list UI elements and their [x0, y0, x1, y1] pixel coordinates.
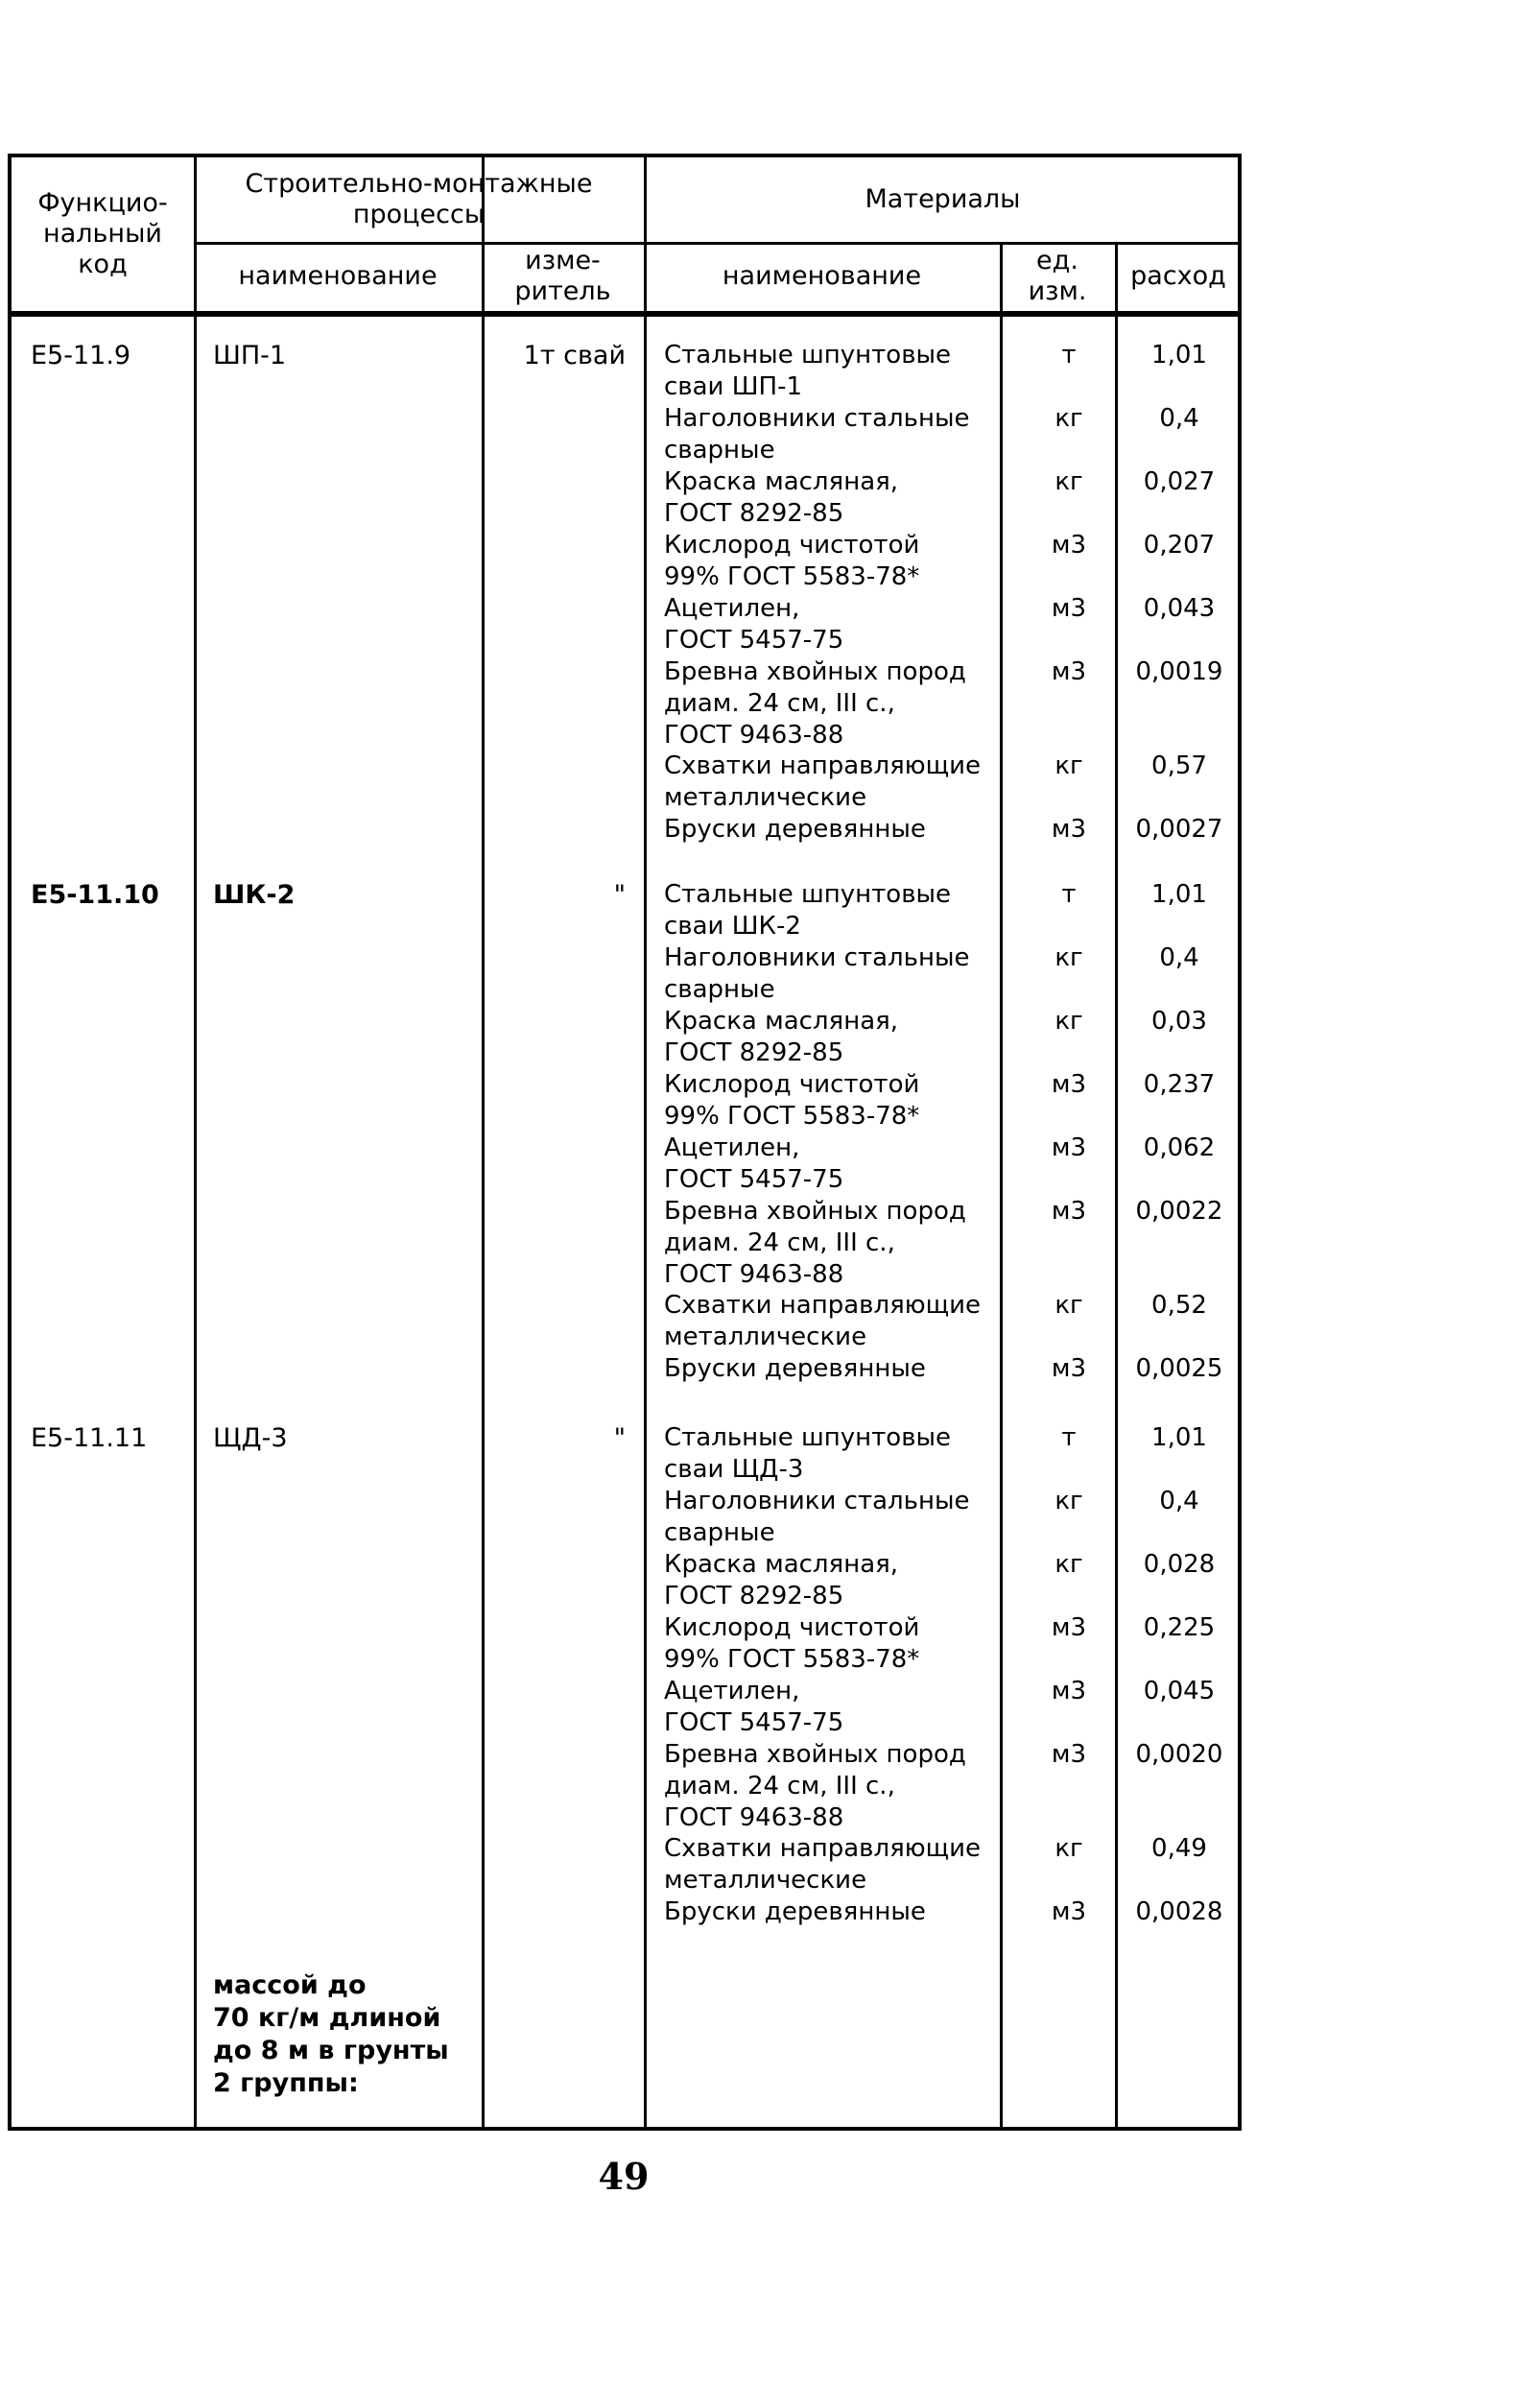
- col-divider-code: [194, 157, 197, 2127]
- header-bottom-line-double: [12, 314, 1238, 317]
- material-name: Бруски деревянные: [664, 1354, 926, 1383]
- material-name: Схватки направляющие металлические: [664, 1291, 982, 1351]
- material-consumption: 0,237: [1143, 1070, 1216, 1099]
- material-unit: кг: [1054, 943, 1083, 972]
- material-unit: кг: [1054, 404, 1083, 433]
- material-consumption: 0,045: [1143, 1677, 1216, 1705]
- row-code: Е5-11.9: [31, 341, 131, 370]
- header-process-measure: изме- ритель: [514, 246, 611, 306]
- row-process-measure: ": [613, 880, 626, 910]
- material-name: Наголовники стальные сварные: [664, 1487, 970, 1547]
- material-consumption: 0,0028: [1135, 1897, 1223, 1926]
- material-consumption: 0,028: [1143, 1550, 1216, 1579]
- material-name: Кислород чистотой 99% ГОСТ 5583-78*: [664, 1613, 920, 1674]
- header-code: Функцио- нальный код: [37, 188, 168, 279]
- material-unit: м3: [1051, 1354, 1087, 1383]
- material-consumption: 0,0020: [1135, 1740, 1223, 1769]
- material-unit: т: [1061, 341, 1077, 370]
- material-unit: м3: [1051, 594, 1087, 623]
- material-consumption: 0,0025: [1135, 1354, 1223, 1383]
- material-consumption: 0,225: [1143, 1613, 1216, 1642]
- material-unit: м3: [1051, 1897, 1087, 1926]
- material-unit: т: [1061, 880, 1077, 909]
- material-unit: кг: [1054, 1007, 1083, 1036]
- material-name: Бревна хвойных пород диам. 24 см, III с., ГОСТ 9463-88: [664, 1740, 966, 1832]
- material-consumption: 0,4: [1159, 943, 1199, 972]
- material-consumption: 0,52: [1151, 1291, 1207, 1320]
- header-materials: Материалы: [865, 184, 1021, 214]
- header-material-consumption: расход: [1130, 261, 1226, 291]
- material-name: Кислород чистотой 99% ГОСТ 5583-78*: [664, 1070, 920, 1131]
- material-consumption: 1,01: [1151, 880, 1207, 909]
- material-consumption: 0,03: [1151, 1007, 1207, 1036]
- header-material-name: наименование: [722, 261, 922, 291]
- material-name: Краска масляная, ГОСТ 8292-85: [664, 1007, 899, 1067]
- material-consumption: 0,0019: [1135, 657, 1223, 686]
- row-code: Е5-11.10: [31, 880, 159, 910]
- material-name: Бруски деревянные: [664, 815, 926, 844]
- material-consumption: 0,4: [1159, 1487, 1199, 1515]
- material-unit: кг: [1054, 751, 1083, 780]
- material-unit: м3: [1051, 1677, 1087, 1705]
- material-unit: кг: [1054, 1291, 1083, 1320]
- material-unit: т: [1061, 1423, 1077, 1452]
- material-name: Стальные шпунтовые сваи ШП-1: [664, 341, 952, 401]
- material-unit: кг: [1054, 467, 1083, 496]
- material-name: Бревна хвойных пород диам. 24 см, III с., ГОСТ 9463-88: [664, 1197, 966, 1289]
- material-unit: кг: [1054, 1487, 1083, 1515]
- material-name: Бревна хвойных пород диам. 24 см, III с., ГОСТ 9463-88: [664, 657, 966, 750]
- material-name: Ацетилен, ГОСТ 5457-75: [664, 1677, 844, 1737]
- material-name: Краска масляная, ГОСТ 8292-85: [664, 1550, 899, 1610]
- material-consumption: 0,0022: [1135, 1197, 1223, 1226]
- material-name: Кислород чистотой 99% ГОСТ 5583-78*: [664, 531, 920, 591]
- row-process-name: ШК-2: [213, 880, 296, 910]
- material-consumption: 0,062: [1143, 1133, 1216, 1162]
- material-name: Наголовники стальные сварные: [664, 943, 970, 1004]
- material-unit: м3: [1051, 657, 1087, 686]
- material-name: Схватки направляющие металлические: [664, 1834, 982, 1895]
- material-unit: м3: [1051, 1613, 1087, 1642]
- material-unit: м3: [1051, 1197, 1087, 1226]
- page-number: 49: [598, 2155, 650, 2198]
- col-divider-process-measure: [482, 157, 485, 2127]
- material-name: Наголовники стальные сварные: [664, 404, 970, 465]
- col-divider-unit: [1000, 242, 1003, 2127]
- material-consumption: 1,01: [1151, 1423, 1207, 1452]
- material-name: Ацетилен, ГОСТ 5457-75: [664, 594, 844, 655]
- material-name: Бруски деревянные: [664, 1897, 926, 1926]
- material-name: Схватки направляющие металлические: [664, 751, 982, 812]
- row-process-measure: ": [613, 1423, 626, 1453]
- material-consumption: 1,01: [1151, 341, 1207, 370]
- row-process-name: ШП-1: [213, 341, 287, 370]
- material-unit: кг: [1054, 1834, 1083, 1863]
- material-name: Стальные шпунтовые сваи ЩД-3: [664, 1423, 952, 1484]
- material-consumption: 0,4: [1159, 404, 1199, 433]
- material-unit: кг: [1054, 1550, 1083, 1579]
- material-unit: м3: [1051, 531, 1087, 560]
- material-unit: м3: [1051, 815, 1087, 844]
- row-process-name: ЩД-3: [213, 1423, 288, 1453]
- material-consumption: 0,207: [1143, 531, 1216, 560]
- header-material-unit: ед. изм.: [1028, 246, 1087, 306]
- col-divider-materials: [644, 157, 647, 2127]
- material-consumption: 0,027: [1143, 467, 1216, 496]
- material-unit: м3: [1051, 1133, 1087, 1162]
- header-processes: Строительно-монтажные процессы: [245, 169, 593, 229]
- material-unit: м3: [1051, 1070, 1087, 1099]
- material-name: Ацетилен, ГОСТ 5457-75: [664, 1133, 844, 1194]
- row-code: Е5-11.11: [31, 1423, 148, 1453]
- material-consumption: 0,57: [1151, 751, 1207, 780]
- material-name: Краска масляная, ГОСТ 8292-85: [664, 467, 899, 528]
- footnote-text: массой до 70 кг/м длиной до 8 м в грунты 2 группы:: [213, 1970, 449, 2098]
- materials-table: [8, 154, 1242, 2131]
- material-consumption: 0,49: [1151, 1834, 1207, 1863]
- material-name: Стальные шпунтовые сваи ШК-2: [664, 880, 952, 941]
- material-unit: м3: [1051, 1740, 1087, 1769]
- header-process-name: наименование: [238, 261, 438, 291]
- material-consumption: 0,0027: [1135, 815, 1223, 844]
- row-process-measure: 1т свай: [523, 341, 626, 370]
- material-consumption: 0,043: [1143, 594, 1216, 623]
